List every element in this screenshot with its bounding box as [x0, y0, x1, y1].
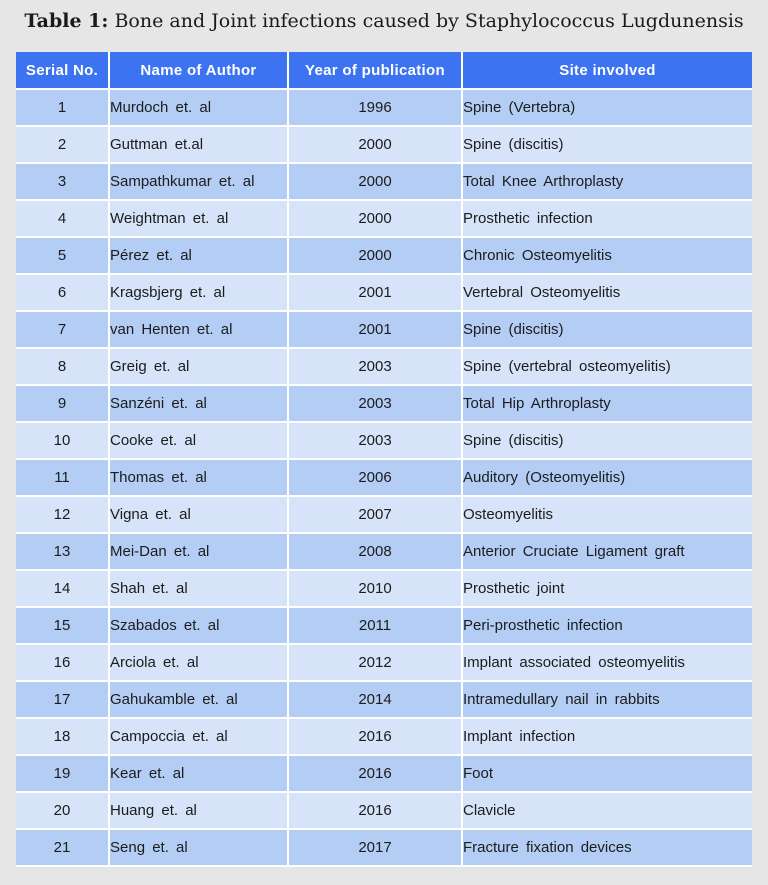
cell-serial-no: 3	[16, 164, 110, 201]
cell-year: 2010	[289, 571, 463, 608]
cell-author: Kear et. al	[110, 756, 289, 793]
table-row	[16, 127, 752, 164]
cell-serial-no: 14	[16, 571, 110, 608]
cell-serial-no: 1	[16, 90, 110, 127]
table-row	[16, 312, 752, 349]
table-row	[16, 719, 752, 756]
table-row	[16, 830, 752, 867]
cell-site: Spine (vertebral osteomyelitis)	[463, 349, 752, 386]
cell-site: Osteomyelitis	[463, 497, 752, 534]
cell-author: Seng et. al	[110, 830, 289, 867]
cell-site: Auditory (Osteomyelitis)	[463, 460, 752, 497]
table-row	[16, 645, 752, 682]
cell-site: Foot	[463, 756, 752, 793]
cell-year: 2000	[289, 201, 463, 238]
cell-author: Pérez et. al	[110, 238, 289, 275]
cell-year: 2008	[289, 534, 463, 571]
cell-author: Szabados et. al	[110, 608, 289, 645]
cell-year: 2003	[289, 349, 463, 386]
cell-author: Sampathkumar et. al	[110, 164, 289, 201]
cell-site: Implant infection	[463, 719, 752, 756]
cell-serial-no: 12	[16, 497, 110, 534]
cell-year: 2016	[289, 719, 463, 756]
table-row	[16, 793, 752, 830]
table-row	[16, 386, 752, 423]
cell-serial-no: 17	[16, 682, 110, 719]
cell-site: Total Hip Arthroplasty	[463, 386, 752, 423]
cell-year: 2014	[289, 682, 463, 719]
table-row	[16, 90, 752, 127]
cell-year: 2011	[289, 608, 463, 645]
table-row	[16, 201, 752, 238]
cell-serial-no: 8	[16, 349, 110, 386]
table-row	[16, 608, 752, 645]
cell-author: Greig et. al	[110, 349, 289, 386]
cell-author: Cooke et. al	[110, 423, 289, 460]
table-row	[16, 275, 752, 312]
table-row	[16, 423, 752, 460]
cell-author: Arciola et. al	[110, 645, 289, 682]
header-year: Year of publication	[289, 52, 463, 90]
cell-year: 2001	[289, 275, 463, 312]
cell-author: Gahukamble et. al	[110, 682, 289, 719]
table-row	[16, 238, 752, 275]
cell-year: 2006	[289, 460, 463, 497]
cell-author: Shah et. al	[110, 571, 289, 608]
table-row	[16, 571, 752, 608]
cell-serial-no: 20	[16, 793, 110, 830]
cell-author: Mei-Dan et. al	[110, 534, 289, 571]
cell-year: 2007	[289, 497, 463, 534]
cell-year: 2003	[289, 386, 463, 423]
cell-site: Vertebral Osteomyelitis	[463, 275, 752, 312]
cell-site: Implant associated osteomyelitis	[463, 645, 752, 682]
cell-year: 2001	[289, 312, 463, 349]
cell-serial-no: 6	[16, 275, 110, 312]
cell-serial-no: 7	[16, 312, 110, 349]
cell-site: Chronic Osteomyelitis	[463, 238, 752, 275]
cell-serial-no: 9	[16, 386, 110, 423]
cell-site: Prosthetic joint	[463, 571, 752, 608]
cell-site: Prosthetic infection	[463, 201, 752, 238]
cell-site: Total Knee Arthroplasty	[463, 164, 752, 201]
cell-year: 2016	[289, 756, 463, 793]
cell-author: Campoccia et. al	[110, 719, 289, 756]
cell-serial-no: 5	[16, 238, 110, 275]
cell-site: Spine (discitis)	[463, 312, 752, 349]
cell-serial-no: 13	[16, 534, 110, 571]
cell-year: 2012	[289, 645, 463, 682]
cell-author: Weightman et. al	[110, 201, 289, 238]
table-row	[16, 164, 752, 201]
cell-serial-no: 11	[16, 460, 110, 497]
cell-site: Clavicle	[463, 793, 752, 830]
cell-site: Anterior Cruciate Ligament graft	[463, 534, 752, 571]
table-caption	[0, 10, 768, 32]
cell-serial-no: 18	[16, 719, 110, 756]
cell-author: van Henten et. al	[110, 312, 289, 349]
cell-author: Thomas et. al	[110, 460, 289, 497]
header-serial-no: Serial No.	[16, 52, 110, 90]
table-row	[16, 756, 752, 793]
cell-serial-no: 21	[16, 830, 110, 867]
cell-year: 2016	[289, 793, 463, 830]
table-header-row	[16, 52, 752, 90]
header-site: Site involved	[463, 52, 752, 90]
cell-author: Huang et. al	[110, 793, 289, 830]
table-row	[16, 682, 752, 719]
cell-serial-no: 16	[16, 645, 110, 682]
cell-author: Kragsbjerg et. al	[110, 275, 289, 312]
cell-serial-no: 19	[16, 756, 110, 793]
cell-serial-no: 10	[16, 423, 110, 460]
cell-serial-no: 4	[16, 201, 110, 238]
cell-author: Guttman et.al	[110, 127, 289, 164]
cell-serial-no: 2	[16, 127, 110, 164]
table-row	[16, 460, 752, 497]
cell-site: Peri-prosthetic infection	[463, 608, 752, 645]
cell-site: Intramedullary nail in rabbits	[463, 682, 752, 719]
cell-year: 2017	[289, 830, 463, 867]
cell-author: Vigna et. al	[110, 497, 289, 534]
cell-site: Fracture fixation devices	[463, 830, 752, 867]
table-caption-text: Bone and Joint infections caused by Staphylococcus Lugdunensis	[114, 10, 744, 32]
cell-year: 2000	[289, 127, 463, 164]
table-row	[16, 534, 752, 571]
infections-table	[16, 52, 752, 867]
cell-year: 2000	[289, 164, 463, 201]
cell-year: 2000	[289, 238, 463, 275]
table-row	[16, 349, 752, 386]
table-body	[16, 90, 752, 867]
cell-serial-no: 15	[16, 608, 110, 645]
cell-site: Spine (discitis)	[463, 423, 752, 460]
cell-year: 2003	[289, 423, 463, 460]
header-author: Name of Author	[110, 52, 289, 90]
table-caption-label: Table 1:	[24, 10, 109, 32]
cell-author: Murdoch et. al	[110, 90, 289, 127]
cell-site: Spine (discitis)	[463, 127, 752, 164]
table-row	[16, 497, 752, 534]
cell-year: 1996	[289, 90, 463, 127]
cell-site: Spine (Vertebra)	[463, 90, 752, 127]
cell-author: Sanzéni et. al	[110, 386, 289, 423]
